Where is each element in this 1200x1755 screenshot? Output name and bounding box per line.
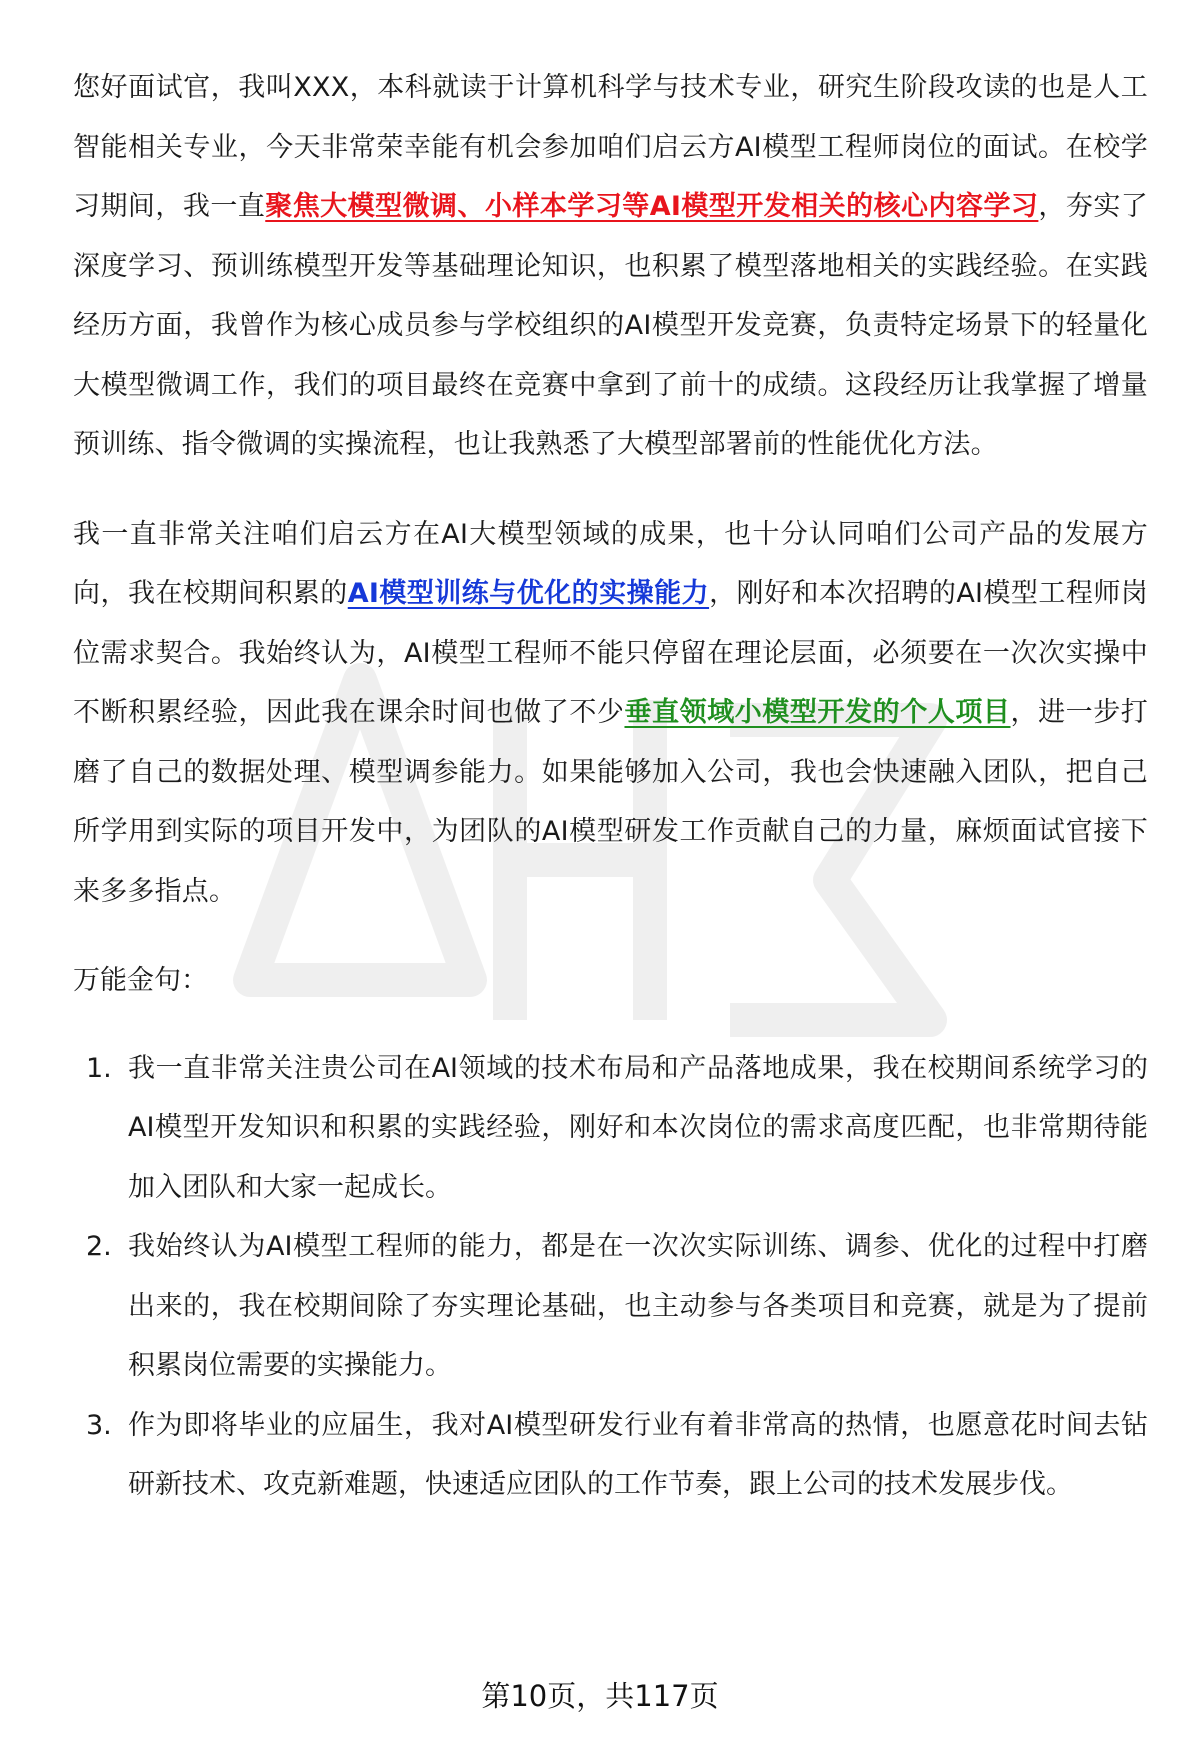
list-item-number: 3. [86, 1409, 112, 1441]
highlight-focus-areas: 聚焦大模型微调、小样本学习等AI模型开发相关的核心内容学习 [265, 191, 1039, 222]
phrases-list [73, 1039, 1148, 1515]
intro-text: ，刚好和本次招聘的AI模型工程师岗位需求契合。我始终认为，AI模型工程师不能只停留在理论层面，必须要在一次次实操中不断积累经验，因此我在课余时间也做了不少 [73, 578, 1149, 728]
intro-text: 我一直非常关注咱们启云方在AI大模型领域的成果，也十分认同咱们公司产品的发展方向，我在校期间积累的 [73, 518, 1148, 609]
intro-text: 您好面试官，我叫XXX，本科就读于计算机科学与技术专业，研究生阶段攻读的也是人工智能相关专业，今天非常荣幸能有机会参加咱们启云方AI模型工程师岗位的面试。在校学习期间，我一直 [73, 72, 1148, 222]
intro-text: ，夯实了深度学习、预训练模型开发等基础理论知识，也积累了模型落地相关的实践经验。在实践经历方面，我曾作为核心成员参与学校组织的AI模型开发竞赛，负责特定场景下的轻量化大模型微调工作，我们的项目最终在竞赛中拿到了前十的成绩。这段经历让我掌握了增量预训练、指令微调的实操流程，也让我熟悉了大模型部署前的性能优化方法。 [73, 191, 1148, 460]
intro-paragraph-2 [73, 505, 1148, 922]
list-item-text: 作为即将毕业的应届生，我对AI模型研发行业有着非常高的热情，也愿意花时间去钻研新技术、攻克新难题，快速适应团队的工作节奏，跟上公司的技术发展步伐。 [128, 1409, 1148, 1500]
list-item [73, 1217, 1148, 1396]
phrases-heading: 万能金句： [73, 965, 208, 996]
page-number: 第10页，共117页 [481, 1679, 719, 1713]
highlight-personal-projects: 垂直领域小模型开发的个人项目 [624, 697, 1011, 728]
list-item [73, 1396, 1148, 1515]
highlight-practical-skills: AI模型训练与优化的实操能力 [347, 578, 710, 609]
intro-text: ，进一步打磨了自己的数据处理、模型调参能力。如果能够加入公司，我也会快速融入团队，把自己所学用到实际的项目开发中，为团队的AI模型研发工作贡献自己的力量，麻烦面试官接下来多多指点。 [73, 697, 1148, 907]
document-body [73, 58, 1148, 1515]
list-item-text: 我一直非常关注贵公司在AI领域的技术布局和产品落地成果，我在校期间系统学习的AI模型开发知识和积累的实践经验，刚好和本次岗位的需求高度匹配，也非常期待能加入团队和大家一起成长。 [128, 1052, 1148, 1203]
list-item-number: 2. [86, 1231, 112, 1262]
list-item-text: 我始终认为AI模型工程师的能力，都是在一次次实际训练、调参、优化的过程中打磨出来的，我在校期间除了夯实理论基础，也主动参与各类项目和竞赛，就是为了提前积累岗位需要的实操能力。 [128, 1231, 1148, 1381]
list-item-number: 1. [86, 1052, 112, 1084]
list-item [73, 1039, 1148, 1218]
intro-paragraph-1 [73, 58, 1148, 475]
